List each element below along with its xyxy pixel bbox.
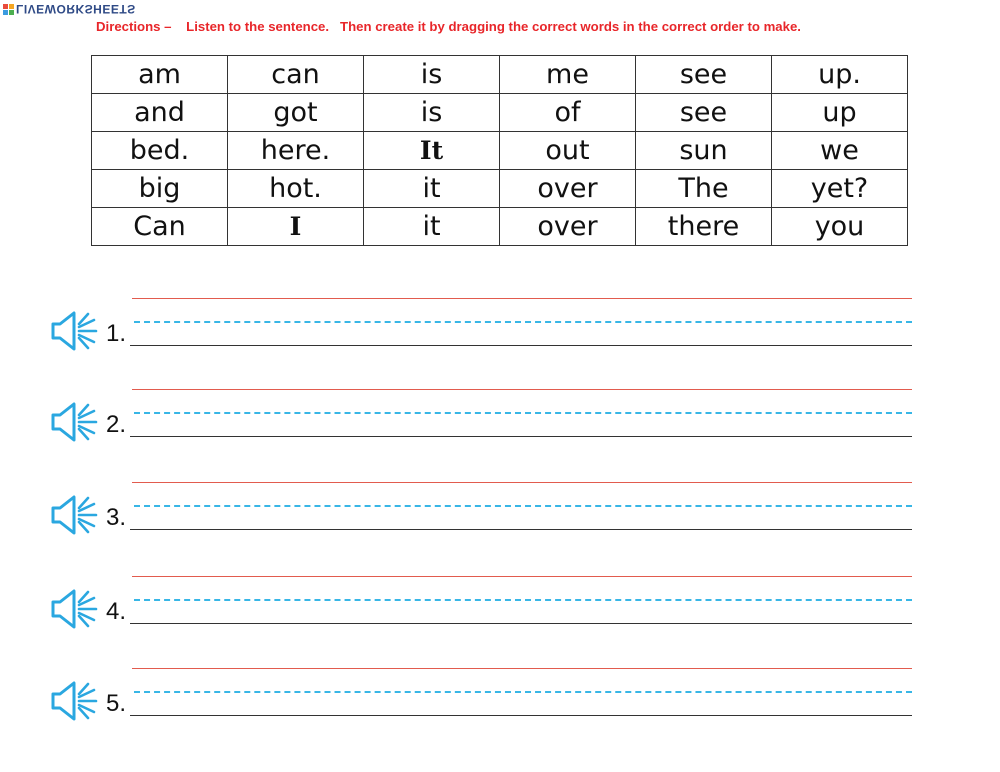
word-bank-table [91,55,908,246]
speaker-icon[interactable] [50,310,100,352]
directions-text: Directions – Listen to the sentence. Then create it by dragging the correct words in the correct order to make. [96,19,801,34]
draggable-word[interactable]: you [772,208,908,246]
speaker-icon[interactable] [50,588,100,630]
draggable-word[interactable]: Can [92,208,228,246]
draggable-word[interactable]: got [228,94,364,132]
speaker-icon[interactable] [50,680,100,722]
draggable-word[interactable]: up [772,94,908,132]
word-bank-row [92,132,908,170]
draggable-word[interactable]: I [228,208,364,246]
draggable-word[interactable]: and [92,94,228,132]
draggable-word[interactable]: is [364,56,500,94]
sentence-number: 5. [106,690,127,717]
draggable-word[interactable]: over [500,170,636,208]
answer-row [50,474,920,544]
sentence-number: 1. [106,320,127,347]
answer-row [50,381,920,451]
baseline-guide [130,345,912,346]
sentence-number: 2. [106,411,127,438]
draggable-word[interactable]: we [772,132,908,170]
word-bank-row [92,170,908,208]
draggable-word[interactable]: out [500,132,636,170]
speaker-icon[interactable] [50,401,100,443]
draggable-word[interactable]: can [228,56,364,94]
answer-drop-zone[interactable] [132,669,912,715]
answer-drop-zone[interactable] [132,577,912,623]
draggable-word[interactable]: here. [228,132,364,170]
draggable-word[interactable]: over [500,208,636,246]
word-bank-row [92,94,908,132]
draggable-word[interactable]: hot. [228,170,364,208]
draggable-word[interactable]: is [364,94,500,132]
baseline-guide [130,436,912,437]
answer-row [50,660,920,730]
draggable-word[interactable]: am [92,56,228,94]
logo-text: LIVEWORKSHEETS [16,2,136,16]
draggable-word[interactable]: sun [636,132,772,170]
draggable-word[interactable]: it [364,208,500,246]
draggable-word[interactable]: of [500,94,636,132]
draggable-word[interactable]: up. [772,56,908,94]
answer-row [50,290,920,360]
draggable-word[interactable]: there [636,208,772,246]
draggable-word[interactable]: see [636,94,772,132]
logo-mark-icon [3,4,14,15]
answer-drop-zone[interactable] [132,299,912,345]
baseline-guide [130,529,912,530]
sentence-number: 4. [106,598,127,625]
draggable-word[interactable]: big [92,170,228,208]
liveworksheets-logo [3,2,136,16]
answer-drop-zone[interactable] [132,483,912,529]
word-bank-row [92,208,908,246]
answer-row [50,568,920,638]
draggable-word[interactable]: The [636,170,772,208]
draggable-word[interactable]: yet? [772,170,908,208]
speaker-icon[interactable] [50,494,100,536]
draggable-word[interactable]: me [500,56,636,94]
answer-drop-zone[interactable] [132,390,912,436]
draggable-word[interactable]: bed. [92,132,228,170]
baseline-guide [130,623,912,624]
draggable-word[interactable]: it [364,170,500,208]
draggable-word[interactable]: see [636,56,772,94]
draggable-word[interactable]: It [364,132,500,170]
word-bank-row [92,56,908,94]
sentence-number: 3. [106,504,127,531]
baseline-guide [130,715,912,716]
